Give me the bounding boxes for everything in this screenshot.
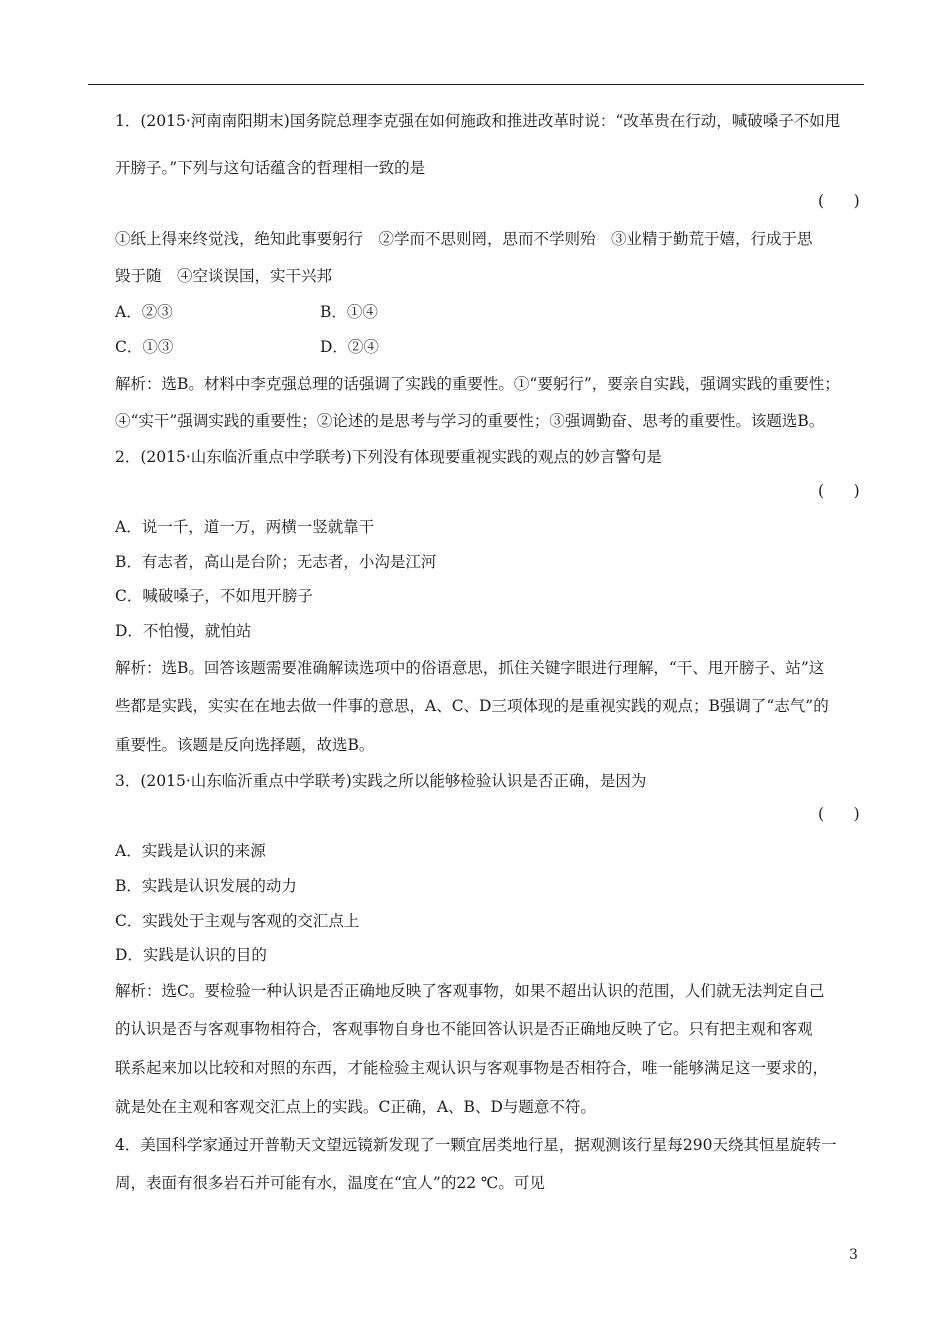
question-3-analysis-line-2: 的认识是否与客观事物相符合，客观事物自身也不能回答认识是否正确地反映了它。只有把主观和客观 [115, 1020, 813, 1038]
question-1-answer-bracket: ( ) [818, 192, 860, 210]
question-3-analysis-line-3: 联系起来加以比较和对照的东西，才能检验主观认识与客观事物是否相符合，唯一能够满足这一要求的， [115, 1059, 829, 1077]
question-1-option-c: C．①③ [115, 338, 174, 356]
question-2-option-b: B．有志者，高山是台阶；无志者，小沟是江河 [115, 553, 437, 571]
question-2-option-d: D．不怕慢，就怕站 [115, 622, 252, 640]
question-2-analysis-line-3: 重要性。该题是反向选择题，故选B。 [115, 736, 375, 754]
question-1-analysis-line-1: 解析：选B。材料中李克强总理的话强调了实践的重要性。①“要躬行”，要亲自实践，强调实践的重要性； [115, 375, 840, 393]
question-3-option-c: C．实践处于主观与客观的交汇点上 [115, 912, 360, 930]
question-2-analysis-line-1: 解析：选B。回答该题需要准确解读选项中的俗语意思，抓住关键字眼进行理解，“干、甩开膀子、站”这 [115, 659, 825, 677]
question-2-analysis-line-2: 些都是实践，实实在在地去做一件事的意思，A、C、D三项体现的是重视实践的观点；B强调了“志气”的 [115, 697, 829, 715]
question-1-analysis-line-2: ④“实干”强调实践的重要性；②论述的是思考与学习的重要性；③强调勤奋、思考的重要性。该题选B。 [115, 412, 825, 430]
question-1-option-b: B．①④ [320, 303, 378, 321]
question-2-answer-bracket: ( ) [818, 482, 860, 500]
question-2-option-c: C．喊破嗓子，不如甩开膀子 [115, 587, 313, 605]
question-1-stem-line-1: 1．(2015·河南南阳期末)国务院总理李克强在如何施政和推进改革时说：“改革贵在行动，喊破嗓子不如甩 [115, 112, 841, 130]
question-3-stem: 3．(2015·山东临沂重点中学联考)实践之所以能够检验认识是否正确，是因为 [115, 772, 647, 790]
question-3-analysis-line-4: 就是处在主观和客观交汇点上的实践。C正确，A、B、D与题意不符。 [115, 1098, 596, 1116]
question-1-option-d: D．②④ [320, 338, 379, 356]
question-3-answer-bracket: ( ) [818, 805, 860, 823]
header-rule [88, 84, 864, 85]
question-4-stem-line-1: 4．美国科学家通过开普勒天文望远镜新发现了一颗宜居类地行星，据观测该行星每290天绕其恒星旋转一 [115, 1136, 837, 1154]
question-1-stem-line-2: 开膀子。”下列与这句话蕴含的哲理相一致的是 [115, 159, 426, 177]
question-3-analysis-line-1: 解析：选C。要检验一种认识是否正确地反映了客观事物，如果不超出认识的范围，人们就无法判定自己 [115, 982, 825, 1000]
question-4-stem-line-2: 周，表面有很多岩石并可能有水，温度在“宜人”的22 ℃。可见 [115, 1174, 545, 1192]
question-3-option-a: A．实践是认识的来源 [115, 842, 266, 860]
question-2-option-a: A．说一千，道一万，两横一竖就靠干 [115, 518, 375, 536]
page-number: 3 [849, 1247, 858, 1263]
question-1-option-a: A．②③ [115, 303, 173, 321]
question-1-statements-line-1: ①纸上得来终觉浅，绝知此事要躬行 ②学而不思则罔，思而不学则殆 ③业精于勤荒于嬉，行成于思 [115, 230, 813, 248]
question-3-option-d: D．实践是认识的目的 [115, 946, 267, 964]
question-1-statements-line-2: 毁于随 ④空谈误国，实干兴邦 [115, 267, 333, 285]
question-2-stem: 2．(2015·山东临沂重点中学联考)下列没有体现要重视实践的观点的妙言警句是 [115, 448, 662, 466]
question-3-option-b: B．实践是认识发展的动力 [115, 877, 297, 895]
